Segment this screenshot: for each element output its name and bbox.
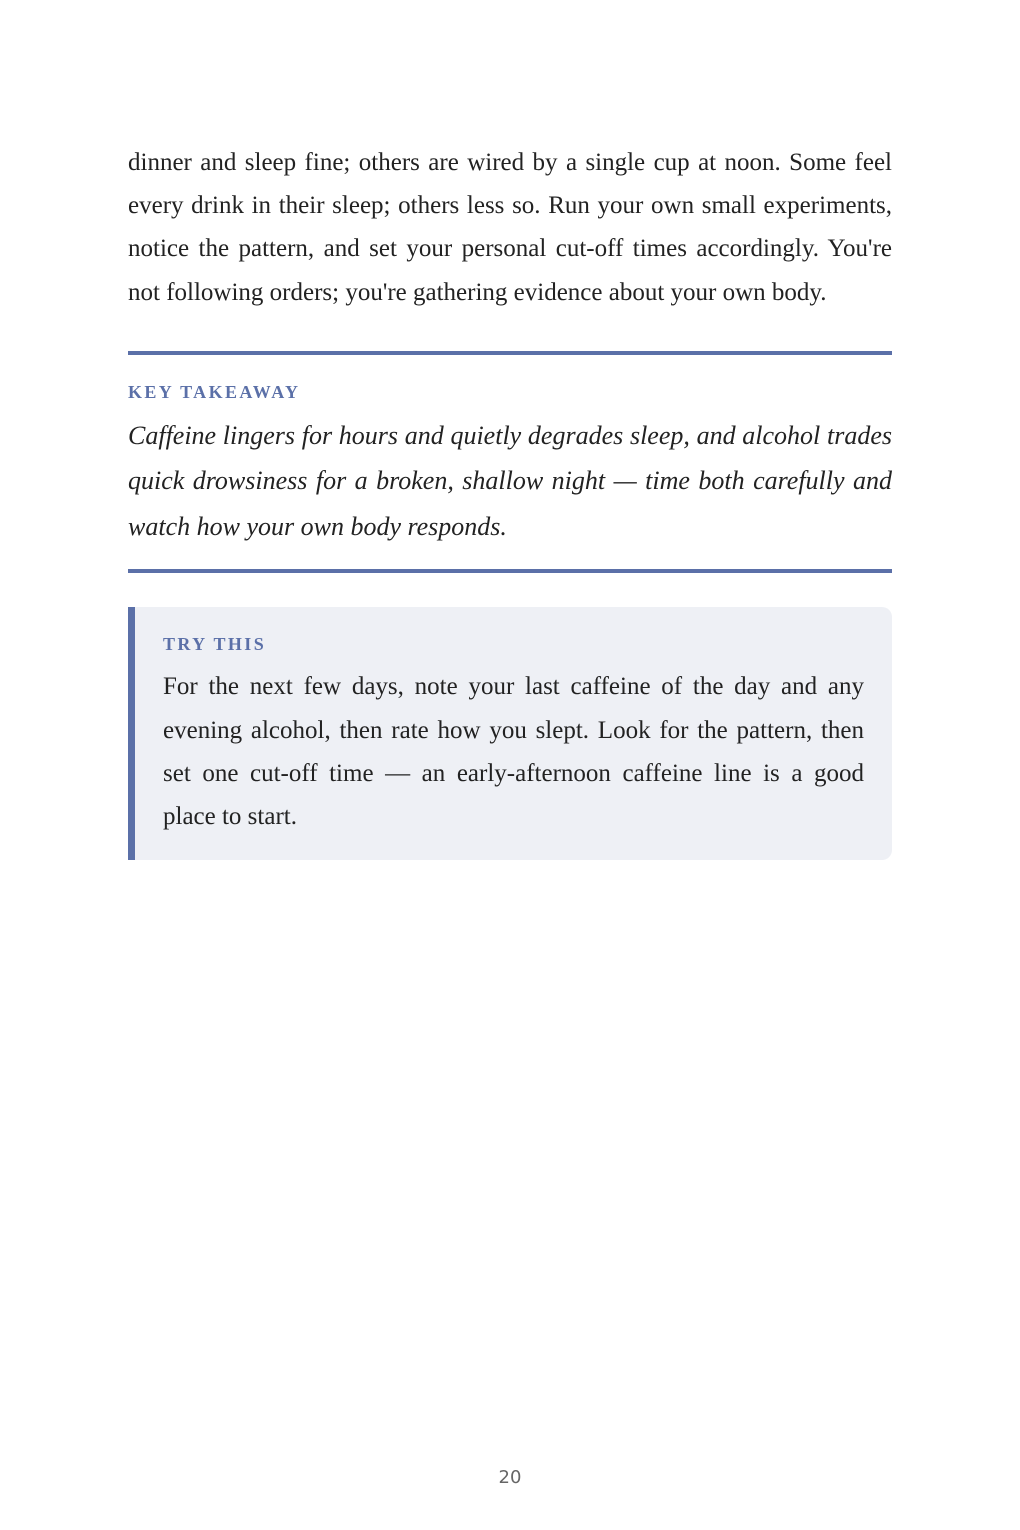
key-takeaway-text: Caffeine lingers for hours and quietly degrades sleep, and alcohol trades quick drowsiness for a broken, shallow night — time both carefully and watch how your own body responds.: [128, 420, 892, 541]
page-content: [128, 141, 892, 860]
body-paragraph: dinner and sleep fine; others are wired by a single cup at noon. Some feel every drink in their sleep; others less so. Run your own small experiments, notice the pattern, and set your personal cut-off times accordingly. You're not following orders; you're gathering evidence about your own body.: [128, 149, 892, 306]
try-this-label: TRY THIS: [163, 634, 267, 655]
try-this-text: For the next few days, note your last caffeine of the day and any evening alcohol, then rate how you slept. Look for the pattern, then set one cut-off time — an early-afternoon caffeine line is a good place to start.: [163, 673, 864, 830]
key-takeaway-box: [128, 351, 892, 574]
try-this-box: [128, 607, 892, 860]
key-takeaway-label: KEY TAKEAWAY: [128, 381, 301, 402]
page-number: 20: [498, 1467, 522, 1488]
